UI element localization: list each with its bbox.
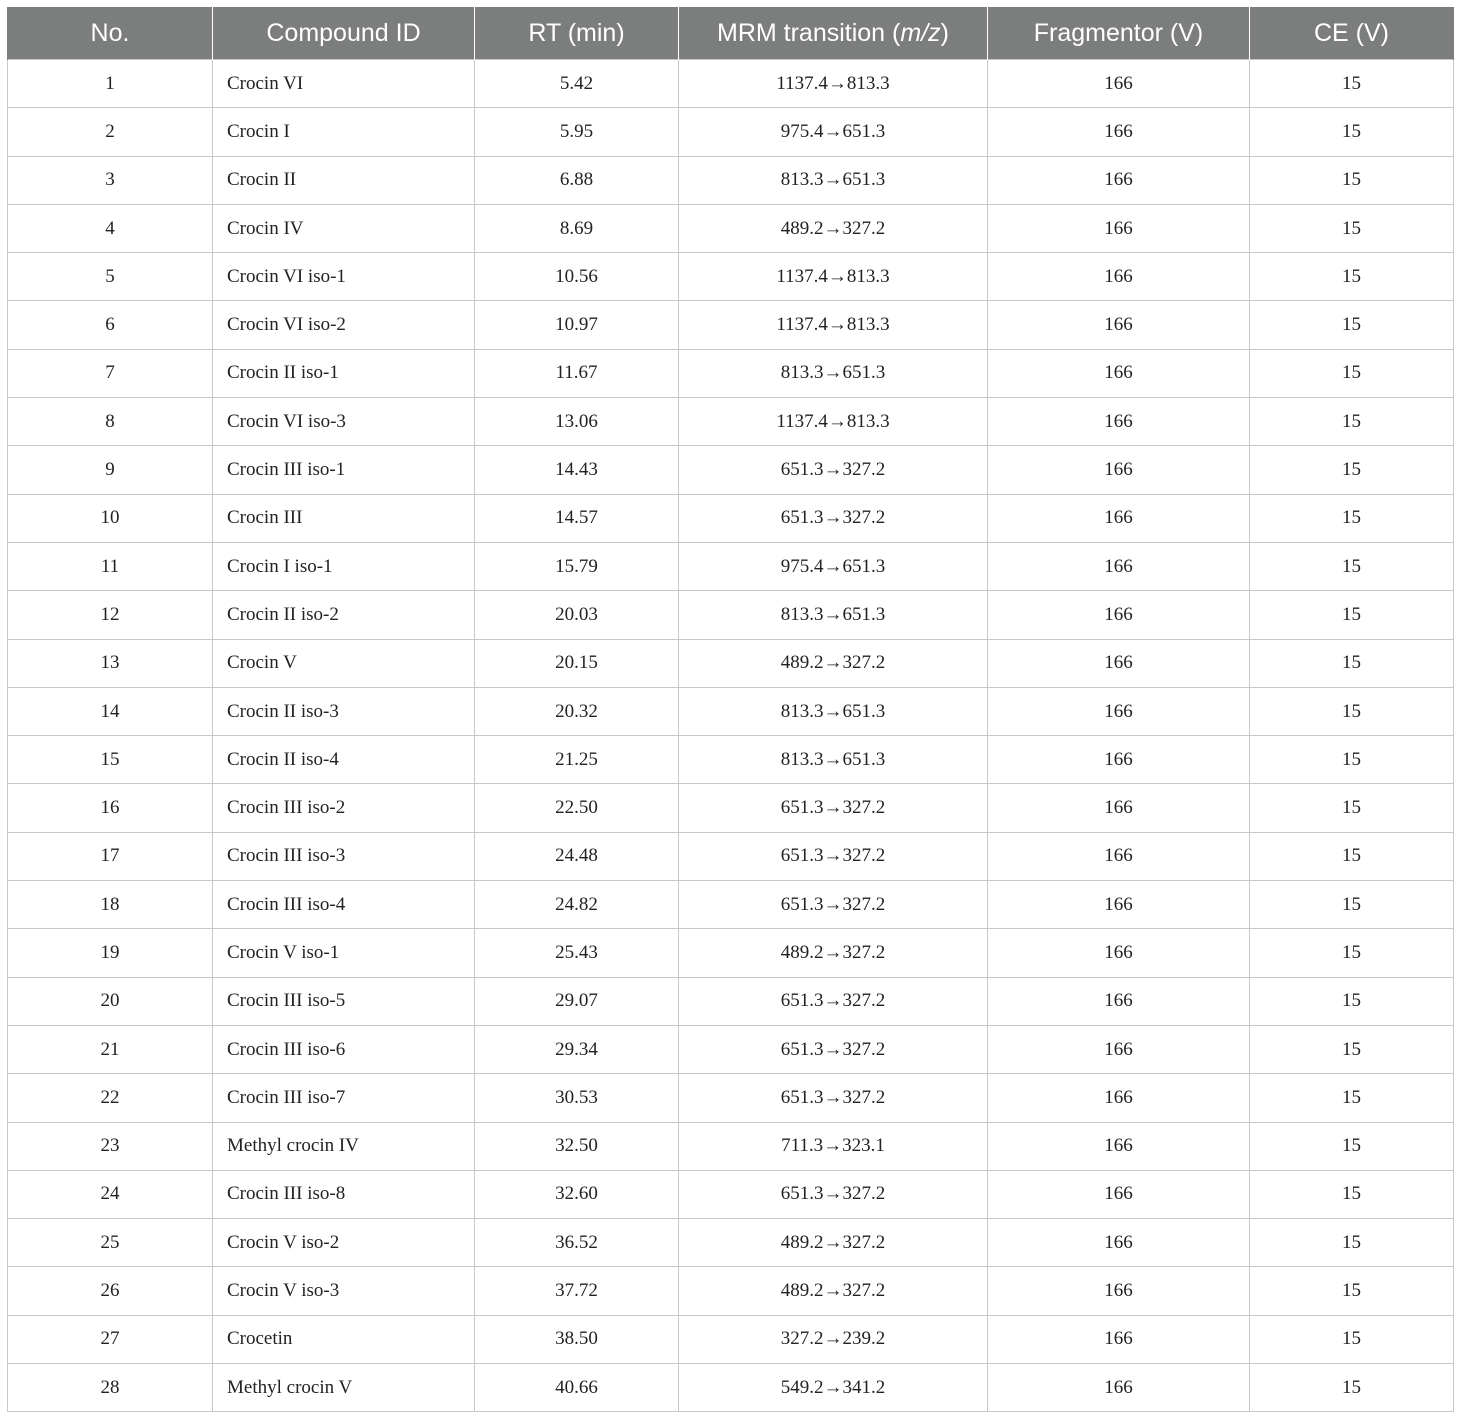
cell-mrm-transition: 813.3→651.3 [679,736,988,784]
cell-fragmentor: 166 [988,156,1250,204]
cell-compound-id: Crocin II iso-3 [213,687,475,735]
cell-compound-id: Crocin II iso-2 [213,591,475,639]
cell-mrm-transition: 651.3→327.2 [679,1170,988,1218]
cell-rt: 8.69 [475,204,679,252]
cell-ce: 15 [1250,1122,1454,1170]
table-row [8,253,1454,301]
cell-fragmentor: 166 [988,1219,1250,1267]
table-row [8,1122,1454,1170]
cell-fragmentor: 166 [988,1074,1250,1122]
cell-mrm-transition: 651.3→327.2 [679,1074,988,1122]
cell-mrm-transition: 489.2→327.2 [679,1267,988,1315]
cell-compound-id: Crocin V [213,639,475,687]
table-body [8,60,1454,1412]
cell-fragmentor: 166 [988,542,1250,590]
cell-compound-id: Crocin III iso-2 [213,784,475,832]
cell-compound-id: Methyl crocin V [213,1364,475,1412]
cell-mrm-transition: 813.3→651.3 [679,349,988,397]
cell-mrm-transition: 489.2→327.2 [679,639,988,687]
cell-rt: 15.79 [475,542,679,590]
cell-compound-id: Crocin V iso-3 [213,1267,475,1315]
cell-ce: 15 [1250,301,1454,349]
cell-fragmentor: 166 [988,1170,1250,1218]
table-row [8,301,1454,349]
table-row [8,1364,1454,1412]
cell-mrm-transition: 651.3→327.2 [679,446,988,494]
cell-compound-id: Crocin III iso-1 [213,446,475,494]
table-row [8,687,1454,735]
cell-no: 28 [8,1364,213,1412]
cell-rt: 20.15 [475,639,679,687]
cell-compound-id: Crocin III iso-8 [213,1170,475,1218]
header-ce: CE (V) [1250,7,1454,60]
header-fragmentor: Fragmentor (V) [988,7,1250,60]
table-row [8,156,1454,204]
cell-no: 18 [8,881,213,929]
cell-compound-id: Crocin VI [213,60,475,108]
cell-mrm-transition: 489.2→327.2 [679,1219,988,1267]
cell-no: 20 [8,977,213,1025]
cell-mrm-transition: 651.3→327.2 [679,784,988,832]
cell-no: 19 [8,929,213,977]
cell-compound-id: Crocin I iso-1 [213,542,475,590]
cell-fragmentor: 166 [988,736,1250,784]
cell-rt: 13.06 [475,398,679,446]
cell-rt: 24.82 [475,881,679,929]
cell-rt: 32.60 [475,1170,679,1218]
cell-mrm-transition: 813.3→651.3 [679,591,988,639]
cell-no: 1 [8,60,213,108]
cell-ce: 15 [1250,204,1454,252]
cell-rt: 24.48 [475,832,679,880]
cell-fragmentor: 166 [988,1025,1250,1073]
table-row [8,929,1454,977]
table-row [8,446,1454,494]
table-row [8,591,1454,639]
cell-compound-id: Crocin III iso-7 [213,1074,475,1122]
table-row [8,1219,1454,1267]
cell-fragmentor: 166 [988,204,1250,252]
cell-ce: 15 [1250,591,1454,639]
cell-mrm-transition: 813.3→651.3 [679,687,988,735]
cell-no: 4 [8,204,213,252]
cell-ce: 15 [1250,349,1454,397]
cell-no: 2 [8,108,213,156]
cell-no: 7 [8,349,213,397]
cell-no: 24 [8,1170,213,1218]
cell-rt: 20.03 [475,591,679,639]
cell-rt: 14.57 [475,494,679,542]
cell-mrm-transition: 1137.4→813.3 [679,60,988,108]
cell-no: 9 [8,446,213,494]
cell-no: 5 [8,253,213,301]
cell-no: 25 [8,1219,213,1267]
cell-rt: 29.07 [475,977,679,1025]
table-row [8,494,1454,542]
table-row [8,977,1454,1025]
cell-ce: 15 [1250,687,1454,735]
cell-no: 22 [8,1074,213,1122]
cell-no: 6 [8,301,213,349]
table-row [8,1315,1454,1363]
cell-fragmentor: 166 [988,929,1250,977]
table-row [8,736,1454,784]
cell-mrm-transition: 651.3→327.2 [679,977,988,1025]
table-row [8,1170,1454,1218]
cell-mrm-transition: 975.4→651.3 [679,542,988,590]
mrm-parameters-table [7,7,1454,1412]
cell-compound-id: Crocin IV [213,204,475,252]
header-no: No. [8,7,213,60]
table-row [8,204,1454,252]
cell-mrm-transition: 489.2→327.2 [679,929,988,977]
cell-compound-id: Crocin III iso-3 [213,832,475,880]
cell-fragmentor: 166 [988,784,1250,832]
cell-compound-id: Crocetin [213,1315,475,1363]
cell-compound-id: Crocin V iso-2 [213,1219,475,1267]
cell-ce: 15 [1250,60,1454,108]
cell-mrm-transition: 549.2→341.2 [679,1364,988,1412]
cell-mrm-transition: 1137.4→813.3 [679,253,988,301]
cell-no: 23 [8,1122,213,1170]
cell-ce: 15 [1250,929,1454,977]
cell-compound-id: Crocin II iso-1 [213,349,475,397]
table-row [8,1025,1454,1073]
cell-rt: 5.42 [475,60,679,108]
cell-mrm-transition: 1137.4→813.3 [679,301,988,349]
cell-compound-id: Crocin VI iso-3 [213,398,475,446]
cell-no: 12 [8,591,213,639]
table-row [8,60,1454,108]
cell-fragmentor: 166 [988,977,1250,1025]
cell-ce: 15 [1250,446,1454,494]
cell-compound-id: Crocin III iso-4 [213,881,475,929]
table-row [8,1074,1454,1122]
cell-rt: 32.50 [475,1122,679,1170]
cell-compound-id: Crocin III iso-6 [213,1025,475,1073]
cell-ce: 15 [1250,108,1454,156]
cell-rt: 40.66 [475,1364,679,1412]
cell-no: 3 [8,156,213,204]
cell-rt: 20.32 [475,687,679,735]
cell-ce: 15 [1250,832,1454,880]
cell-ce: 15 [1250,736,1454,784]
cell-mrm-transition: 651.3→327.2 [679,832,988,880]
cell-fragmentor: 166 [988,639,1250,687]
cell-ce: 15 [1250,639,1454,687]
table-row [8,1267,1454,1315]
cell-fragmentor: 166 [988,881,1250,929]
cell-compound-id: Crocin VI iso-1 [213,253,475,301]
cell-mrm-transition: 327.2→239.2 [679,1315,988,1363]
cell-ce: 15 [1250,398,1454,446]
cell-no: 21 [8,1025,213,1073]
cell-ce: 15 [1250,784,1454,832]
cell-fragmentor: 166 [988,1267,1250,1315]
table-row [8,784,1454,832]
table-row [8,832,1454,880]
header-mrm-unit: m/z [900,18,941,47]
cell-no: 14 [8,687,213,735]
cell-rt: 14.43 [475,446,679,494]
cell-rt: 37.72 [475,1267,679,1315]
cell-fragmentor: 166 [988,687,1250,735]
cell-compound-id: Crocin III [213,494,475,542]
cell-mrm-transition: 651.3→327.2 [679,1025,988,1073]
cell-ce: 15 [1250,1315,1454,1363]
cell-no: 13 [8,639,213,687]
cell-rt: 30.53 [475,1074,679,1122]
cell-compound-id: Methyl crocin IV [213,1122,475,1170]
cell-fragmentor: 166 [988,1122,1250,1170]
cell-ce: 15 [1250,1267,1454,1315]
cell-compound-id: Crocin III iso-5 [213,977,475,1025]
cell-no: 16 [8,784,213,832]
cell-rt: 10.56 [475,253,679,301]
cell-ce: 15 [1250,156,1454,204]
header-row [8,7,1454,60]
cell-fragmentor: 166 [988,494,1250,542]
cell-rt: 22.50 [475,784,679,832]
cell-no: 26 [8,1267,213,1315]
cell-fragmentor: 166 [988,1364,1250,1412]
cell-no: 15 [8,736,213,784]
cell-no: 10 [8,494,213,542]
cell-rt: 5.95 [475,108,679,156]
cell-rt: 11.67 [475,349,679,397]
table-row [8,881,1454,929]
cell-no: 27 [8,1315,213,1363]
cell-ce: 15 [1250,542,1454,590]
cell-fragmentor: 166 [988,1315,1250,1363]
cell-ce: 15 [1250,494,1454,542]
cell-fragmentor: 166 [988,60,1250,108]
cell-fragmentor: 166 [988,446,1250,494]
cell-ce: 15 [1250,1074,1454,1122]
cell-fragmentor: 166 [988,832,1250,880]
cell-mrm-transition: 651.3→327.2 [679,881,988,929]
cell-fragmentor: 166 [988,301,1250,349]
cell-no: 8 [8,398,213,446]
cell-ce: 15 [1250,253,1454,301]
header-compound-id: Compound ID [213,7,475,60]
cell-ce: 15 [1250,1219,1454,1267]
cell-ce: 15 [1250,1364,1454,1412]
header-mrm-transition [679,7,988,60]
cell-ce: 15 [1250,977,1454,1025]
cell-ce: 15 [1250,881,1454,929]
cell-mrm-transition: 651.3→327.2 [679,494,988,542]
table-row [8,639,1454,687]
cell-no: 17 [8,832,213,880]
cell-no: 11 [8,542,213,590]
cell-fragmentor: 166 [988,108,1250,156]
header-mrm-suffix: ) [940,18,949,47]
cell-fragmentor: 166 [988,398,1250,446]
cell-mrm-transition: 711.3→323.1 [679,1122,988,1170]
table-row [8,542,1454,590]
cell-rt: 6.88 [475,156,679,204]
cell-rt: 21.25 [475,736,679,784]
cell-ce: 15 [1250,1170,1454,1218]
cell-compound-id: Crocin I [213,108,475,156]
cell-ce: 15 [1250,1025,1454,1073]
cell-compound-id: Crocin V iso-1 [213,929,475,977]
table-row [8,349,1454,397]
cell-compound-id: Crocin VI iso-2 [213,301,475,349]
table-row [8,398,1454,446]
cell-fragmentor: 166 [988,591,1250,639]
cell-compound-id: Crocin II [213,156,475,204]
cell-rt: 25.43 [475,929,679,977]
header-mrm-prefix: MRM transition ( [717,18,901,47]
header-rt: RT (min) [475,7,679,60]
cell-compound-id: Crocin II iso-4 [213,736,475,784]
cell-mrm-transition: 489.2→327.2 [679,204,988,252]
cell-mrm-transition: 975.4→651.3 [679,108,988,156]
cell-rt: 10.97 [475,301,679,349]
cell-rt: 36.52 [475,1219,679,1267]
cell-fragmentor: 166 [988,253,1250,301]
cell-rt: 38.50 [475,1315,679,1363]
table-row [8,108,1454,156]
cell-rt: 29.34 [475,1025,679,1073]
cell-fragmentor: 166 [988,349,1250,397]
cell-mrm-transition: 813.3→651.3 [679,156,988,204]
cell-mrm-transition: 1137.4→813.3 [679,398,988,446]
